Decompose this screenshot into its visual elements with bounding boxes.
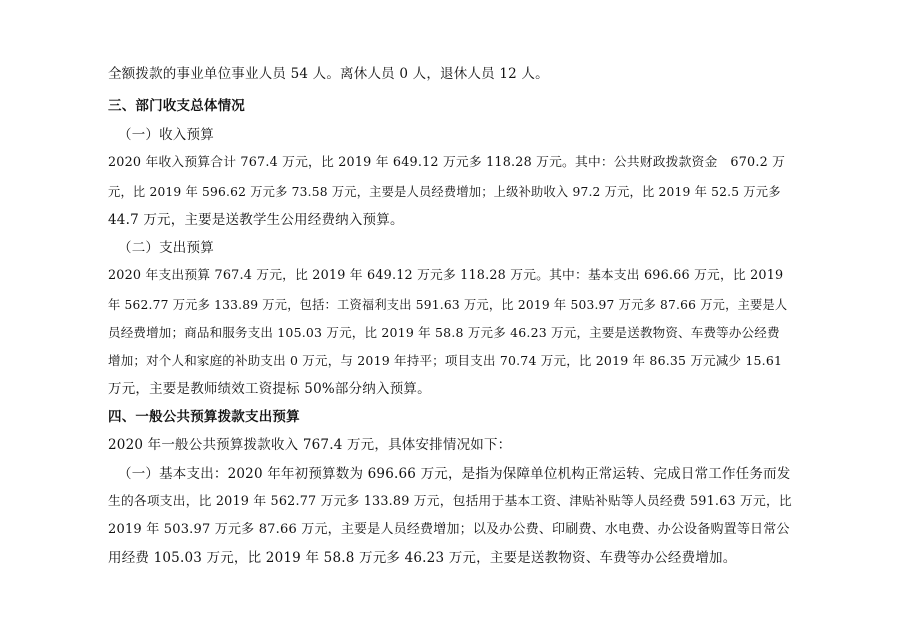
general-budget-intro: 2020 年一般公共预算拨款收入 767.4 万元，具体安排情况如下：: [108, 437, 512, 453]
expense-paragraph-line-5: 万元，主要是教师绩效工资提标 50%部分纳入预算。: [108, 381, 431, 397]
section-heading-3: 三、部门收支总体情况: [108, 98, 245, 114]
expense-paragraph-line-1: 2020 年支出预算 767.4 万元，比 2019 年 649.12 万元多 118.28 万元。其中：基本支出 696.66 万元，比 2019: [108, 268, 784, 283]
basic-expense-line-1: （一）基本支出：2020 年年初预算数为 696.66 万元，是指为保障单位机构正常运转、完成日常工作任务而发: [118, 466, 791, 482]
income-paragraph-line-3: 44.7 万元，主要是送教学生公用经费纳入预算。: [108, 212, 404, 228]
income-paragraph-line-1: 2020 年收入预算合计 767.4 万元，比 2019 年 649.12 万元多 118.28 万元。其中：公共财政拨款资金 670.2 万: [108, 155, 786, 170]
expense-paragraph-line-3: 员经费增加；商品和服务支出 105.03 万元，比 2019 年 58.8 万元多 46.23 万元，主要是送教物资、车费等办公经费: [108, 325, 780, 340]
expense-paragraph-line-2: 年 562.77 万元多 133.89 万元，包括：工资福利支出 591.63 万元，比 2019 年 503.97 万元多 87.66 万元，主要是人: [108, 298, 788, 312]
subheading-income-budget: （一）收入预算: [118, 127, 214, 143]
paragraph-staff-line: 全额拨款的事业单位事业人员 54 人。离休人员 0 人，退休人员 12 人。: [108, 66, 549, 82]
subheading-expense-budget: （二）支出预算: [118, 240, 214, 256]
basic-expense-line-2: 生的各项支出，比 2019 年 562.77 万元多 133.89 万元，包括用于基本工资、津贴补贴等人员经费 591.63 万元，比: [108, 494, 792, 509]
income-paragraph-line-2: 元，比 2019 年 596.62 万元多 73.58 万元，主要是人员经费增加；上级补助收入 97.2 万元，比 2019 年 52.5 万元多: [108, 185, 781, 199]
basic-expense-line-4: 用经费 105.03 万元，比 2019 年 58.8 万元多 46.23 万元，主要是送教物资、车费等办公经费增加。: [108, 550, 737, 566]
section-heading-4: 四、一般公共预算拨款支出预算: [108, 409, 300, 425]
expense-paragraph-line-4: 增加；对个人和家庭的补助支出 0 万元，与 2019 年持平；项目支出 70.74 万元，比 2019 年 86.35 万元减少 15.61: [108, 353, 783, 368]
basic-expense-line-3: 2019 年 503.97 万元多 87.66 万元，主要是人员经费增加；以及办公费、印刷费、水电费、办公设备购置等日常公: [108, 522, 790, 537]
